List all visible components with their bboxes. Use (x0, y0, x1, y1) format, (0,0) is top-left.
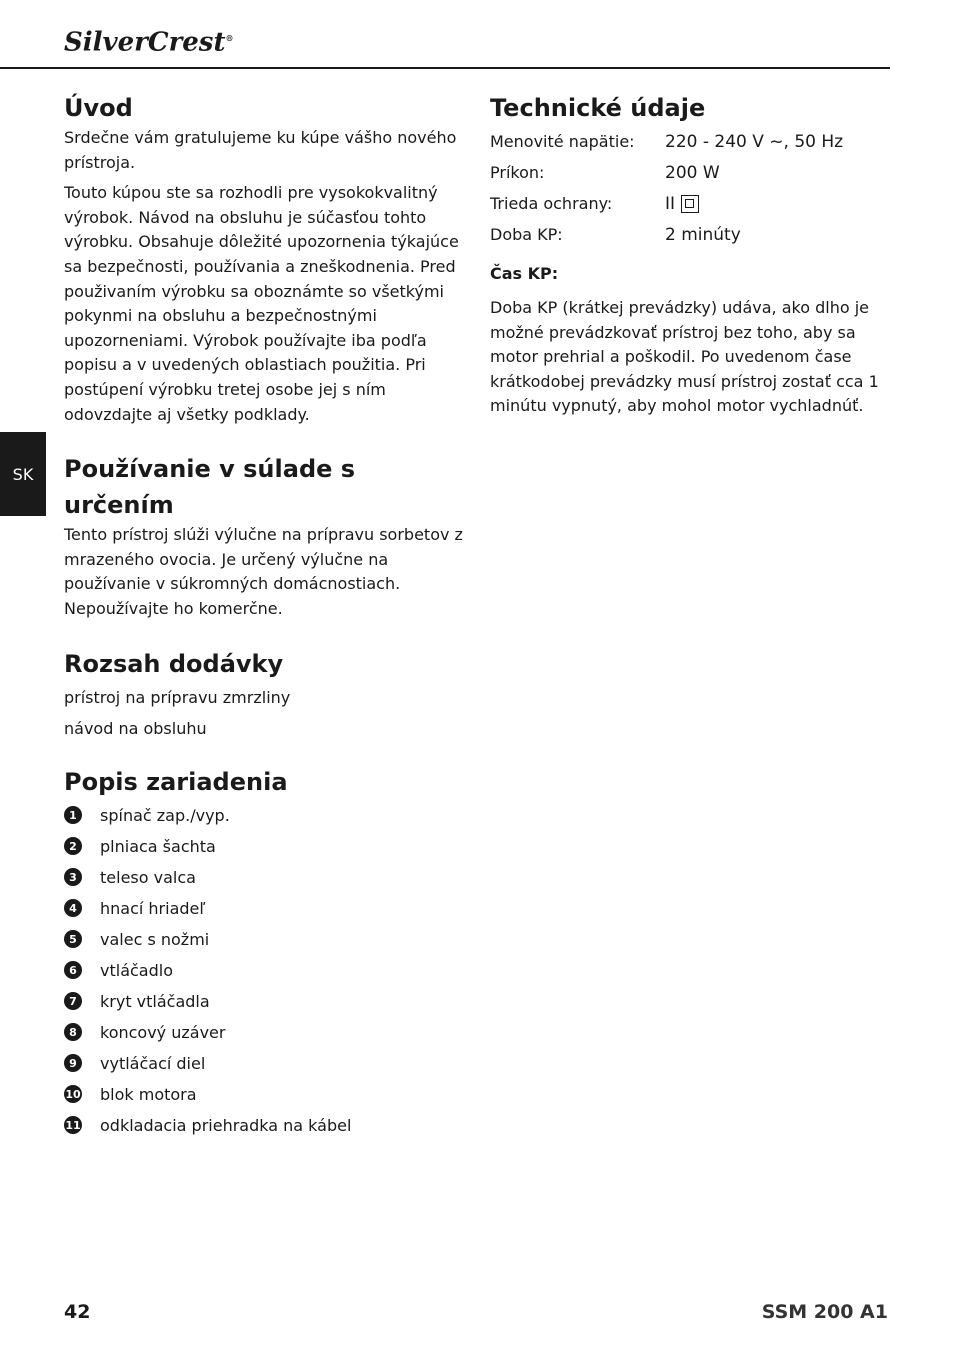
part-label: hnací hriadeľ (100, 898, 206, 918)
part-label: koncový uzáver (100, 1022, 226, 1042)
intro-paragraph-2: Touto kúpou ste sa rozhodli pre vysokokvalitný výrobok. Návod na obsluhu je súčasťou tohto výrobku. Obsahuje dôležité upozornenia týkajúce sa bezpečnosti, používania a zneškodnenia. Pred použivaním výrobku sa oboznámte so všetkými pokynmi na obsluhu a bezpečnostnými upozorneniami. Výrobok používajte iba podľa popisu a v uvedených oblastiach použitia. Pri postúpení výrobku tretej osobe jej s ním odovzdajte aj všetky podklady. (64, 183, 459, 424)
spec-label: Príkon: (490, 163, 545, 182)
part-label: plniaca šachta (100, 836, 216, 856)
brand-logo (64, 22, 233, 59)
part-number-badge: 5 (64, 930, 82, 948)
spec-value-protection-class (665, 188, 880, 219)
part-item (64, 1110, 469, 1141)
part-label: spínač zap./vyp. (100, 805, 230, 825)
part-label: kryt vtláčadla (100, 991, 210, 1011)
spec-value: II (665, 193, 676, 214)
part-label: blok motora (100, 1084, 197, 1104)
part-label: vytláčací diel (100, 1053, 206, 1073)
spec-value: 200 W (665, 162, 720, 183)
part-number-badge: 1 (64, 806, 82, 824)
part-number-badge: 2 (64, 837, 82, 855)
delivery-item: prístroj na prípravu zmrzliny (64, 687, 291, 707)
kp-paragraph: Doba KP (krátkej prevádzky) udáva, ako dlho je možné prevádzkovať prístroj bez toho, aby sa motor prehrial a poškodil. Po uvedenom čase krátkodobej prevádzky musí prístroj zostať cca 1 minútu vypnutý, aby mohol motor vychladnúť. (490, 298, 879, 416)
part-number-badge: 8 (64, 1023, 82, 1041)
protection-class-ii-icon (681, 195, 699, 213)
tech-spec-table (490, 126, 880, 250)
tech-heading: Technické údaje (490, 94, 706, 122)
part-label: teleso valca (100, 867, 196, 887)
spec-label: Menovité napätie: (490, 132, 635, 151)
delivery-item: návod na obsluhu (64, 718, 207, 738)
kp-heading: Čas KP: (490, 264, 559, 283)
parts-list (64, 800, 469, 1141)
model-number: SSM 200 A1 (761, 1301, 888, 1323)
page-number: 42 (64, 1301, 91, 1323)
part-number-badge: 9 (64, 1054, 82, 1072)
part-label: vtláčadlo (100, 960, 173, 980)
registered-mark: ® (225, 33, 234, 43)
part-item (64, 986, 469, 1017)
part-item (64, 955, 469, 986)
part-label: valec s nožmi (100, 929, 210, 949)
part-item (64, 800, 469, 831)
brand-name: SilverCrest (64, 27, 226, 58)
part-item (64, 862, 469, 893)
left-column (64, 90, 469, 1141)
spec-value: 2 minúty (665, 224, 741, 245)
part-item (64, 831, 469, 862)
part-number-badge: 6 (64, 961, 82, 979)
part-number-badge: 11 (64, 1116, 82, 1134)
spec-value: 220 - 240 V ~, 50 Hz (665, 131, 844, 152)
intro-heading: Úvod (64, 94, 133, 122)
part-item (64, 1017, 469, 1048)
language-tab: SK (0, 432, 46, 516)
part-item (64, 1079, 469, 1110)
intended-use-heading: Používanie v súlade s určením (64, 455, 356, 520)
part-item (64, 893, 469, 924)
part-item (64, 1048, 469, 1079)
spec-label: Trieda ochrany: (490, 194, 613, 213)
header-rule (0, 67, 890, 69)
spec-label: Doba KP: (490, 225, 563, 244)
part-number-badge: 7 (64, 992, 82, 1010)
description-heading: Popis zariadenia (64, 767, 288, 796)
part-label: odkladacia priehradka na kábel (100, 1115, 352, 1135)
part-number-badge: 3 (64, 868, 82, 886)
part-number-badge: 4 (64, 899, 82, 917)
right-column (490, 90, 880, 419)
part-item (64, 924, 469, 955)
delivery-heading: Rozsah dodávky (64, 649, 284, 678)
intro-paragraph-1: Srdečne vám gratulujeme ku kúpe vášho nového prístroja. (64, 128, 457, 172)
intended-use-paragraph: Tento prístroj slúži výlučne na prípravu sorbetov z mrazeného ovocia. Je určený výlučne na používanie v súkromných domácnostiach. Nepoužívajte ho komerčne. (64, 525, 463, 618)
part-number-badge: 10 (64, 1085, 82, 1103)
